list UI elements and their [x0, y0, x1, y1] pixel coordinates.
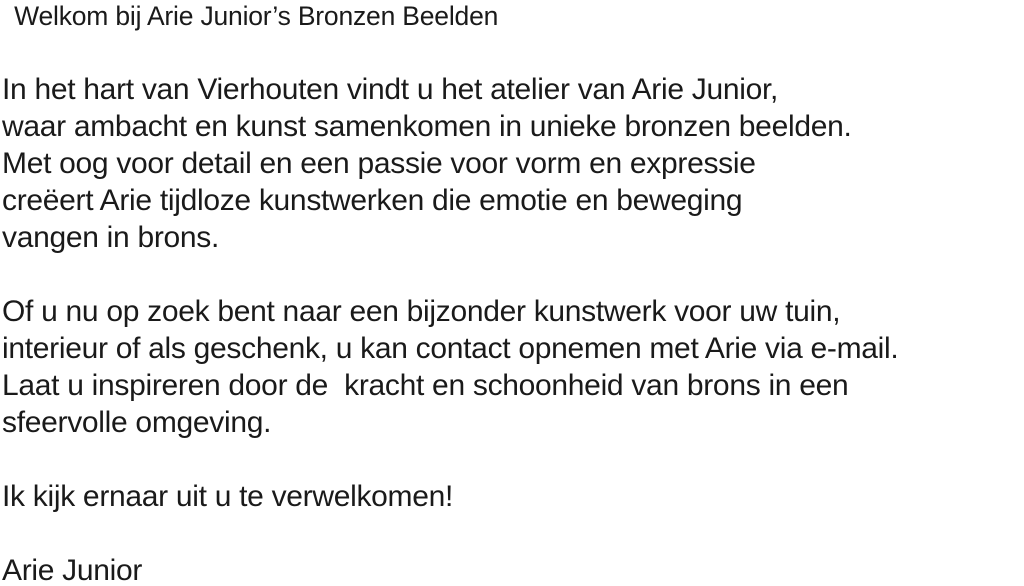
text-line: In het hart van Vierhouten vindt u het atelier van Arie Junior, — [2, 73, 779, 106]
text-line: creëert Arie tijdloze kunstwerken die emotie en beweging — [2, 184, 743, 217]
text-line: Of u nu op zoek bent naar een bijzonder kunstwerk voor uw tuin, — [2, 295, 841, 328]
text-line: vangen in brons. — [2, 221, 220, 254]
signature: Arie Junior — [2, 554, 143, 586]
text-line: Laat u inspireren door de kracht en schoonheid van brons in een — [2, 369, 849, 402]
text-line: waar ambacht en kunst samenkomen in unieke bronzen beelden. — [2, 110, 852, 143]
text-line: Met oog voor detail en een passie voor vorm en expressie — [2, 147, 756, 180]
text-line: interieur of als geschenk, u kan contact opnemen met Arie via e-mail. — [2, 332, 899, 365]
closing-sentence: Ik kijk ernaar uit u te verwelkomen! — [2, 480, 454, 513]
text-line: sfeervolle omgeving. — [2, 406, 272, 439]
page-title: Welkom bij Arie Junior’s Bronzen Beelden — [7, 1, 499, 31]
